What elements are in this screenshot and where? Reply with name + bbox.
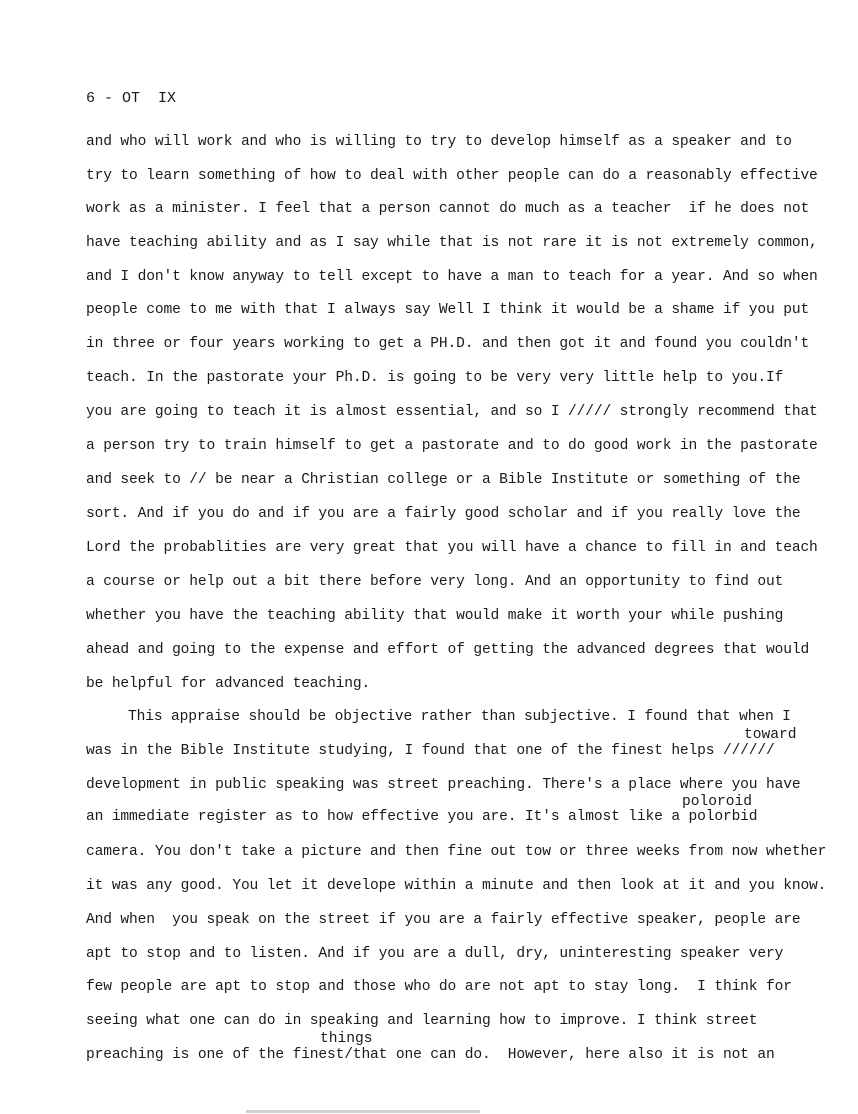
text-line: preaching is one of the finest/that one can do. However, here also it is not an xyxy=(86,1047,775,1063)
text-line: a course or help out a bit there before very long. And an opportunity to find out xyxy=(86,574,784,590)
text-line: Lord the probablities are very great that you will have a chance to fill in and teach xyxy=(86,540,818,556)
text-line: a person try to train himself to get a pastorate and to do good work in the pastorate xyxy=(86,438,818,454)
text-line: people come to me with that I always say Well I think it would be a shame if you put xyxy=(86,302,810,318)
text-line: ahead and going to the expense and effort of getting the advanced degrees that would xyxy=(86,642,810,658)
text-line: and seek to // be near a Christian college or a Bible Institute or something of the xyxy=(86,472,801,488)
text-line: This appraise should be objective rather than subjective. I found that when I xyxy=(128,709,791,725)
text-line: apt to stop and to listen. And if you are a dull, dry, uninteresting speaker very xyxy=(86,946,784,962)
handwritten-insertion: toward xyxy=(744,727,797,743)
text-line: few people are apt to stop and those who do are not apt to stay long. I think for xyxy=(86,979,792,995)
text-line: development in public speaking was street preaching. There's a place where you have xyxy=(86,777,801,793)
text-line: camera. You don't take a picture and then fine out tow or three weeks from now whether xyxy=(86,844,827,860)
text-line: and who will work and who is willing to try to develop himself as a speaker and to xyxy=(86,134,792,150)
text-line: And when you speak on the street if you are a fairly effective speaker, people are xyxy=(86,912,801,928)
page-edge-rule xyxy=(246,1110,480,1113)
text-line: an immediate register as to how effective you are. It's almost like a polorbid xyxy=(86,809,758,825)
text-line: have teaching ability and as I say while that is not rare it is not extremely common, xyxy=(86,235,818,251)
handwritten-insertion: poloroid xyxy=(682,794,753,810)
text-line: in three or four years working to get a PH.D. and then got it and found you couldn't xyxy=(86,336,810,352)
text-line: whether you have the teaching ability that would make it worth your while pushing xyxy=(86,608,784,624)
text-line: work as a minister. I feel that a person cannot do much as a teacher if he does not xyxy=(86,201,810,217)
text-line: you are going to teach it is almost essential, and so I ///// strongly recommend that xyxy=(86,404,818,420)
text-line: and I don't know anyway to tell except to have a man to teach for a year. And so when xyxy=(86,269,818,285)
text-line: sort. And if you do and if you are a fairly good scholar and if you really love the xyxy=(86,506,801,522)
text-line: it was any good. You let it develope within a minute and then look at it and you know. xyxy=(86,878,827,894)
page-header: 6 - OT IX xyxy=(86,90,177,107)
text-line: try to learn something of how to deal with other people can do a reasonably effective xyxy=(86,168,818,184)
text-line: seeing what one can do in speaking and learning how to improve. I think street xyxy=(86,1013,758,1029)
handwritten-insertion: things xyxy=(320,1031,373,1047)
text-line: was in the Bible Institute studying, I found that one of the finest helps ////// xyxy=(86,743,775,759)
text-line: teach. In the pastorate your Ph.D. is going to be very very little help to you.If xyxy=(86,370,784,386)
text-line: be helpful for advanced teaching. xyxy=(86,676,371,692)
